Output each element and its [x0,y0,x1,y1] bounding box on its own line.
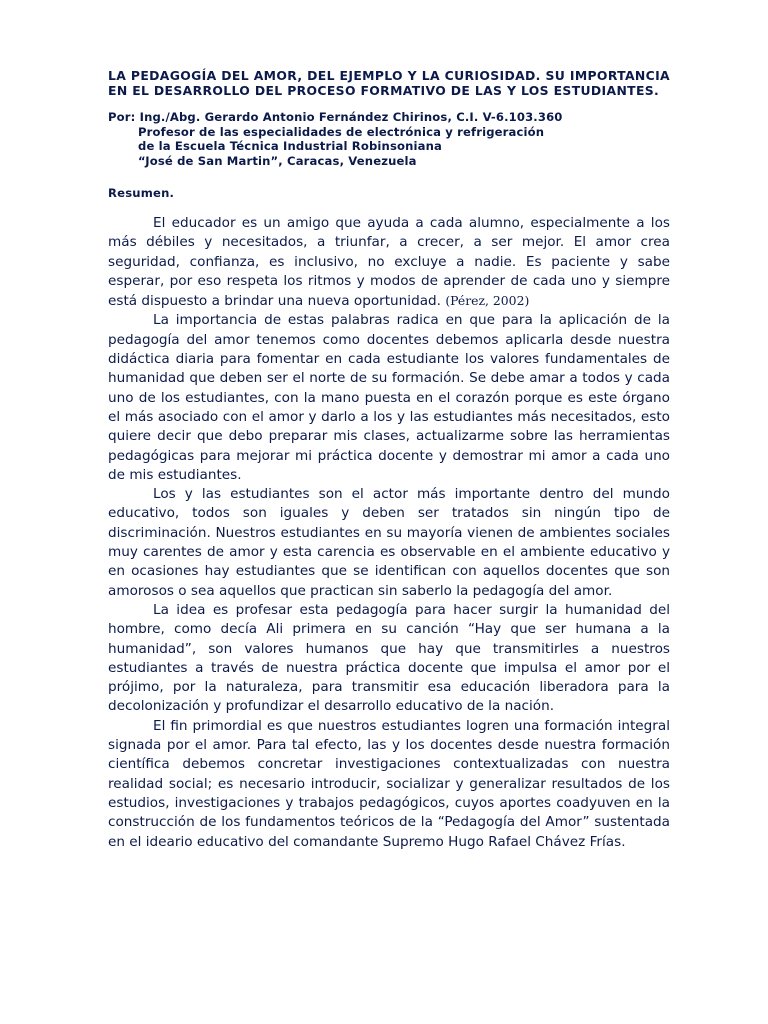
section-heading: Resumen. [108,186,175,200]
author-block [108,110,670,168]
document-body [108,68,670,852]
author-role: Profesor de las especialidades de electrónica y refrigeración [138,124,545,139]
paragraph-3: Los y las estudiantes son el actor más importante dentro del mundo educativo, todos son iguales y deben ser tratados sin ningún tipo de discriminación. Nuestros estudiantes en su mayoría vienen de ambientes sociales muy carentes de amor y esta carencia es observable en el ambiente educativo y en ocasiones hay estudiantes que se identifican con aquellos docentes que son amorosos o sea aquellos que practican sin saberlo la pedagogía del amor. [108,486,670,599]
document-title: LA PEDAGOGÍA DEL AMOR, DEL EJEMPLO Y LA CURIOSIDAD. SU IMPORTANCIA EN EL DESARROLLO DEL PROCESO FORMATIVO DE LAS Y LOS ESTUDIANTES. [108,68,670,98]
paragraph-1 [108,214,670,311]
paragraph-4: La idea es profesar esta pedagogía para hacer surgir la humanidad del hombre, como decía Ali primera en su canción “Hay que ser humana a la humanidad”, son valores humanos que hay que transmitirles a nuestros estudiantes a través de nuestra práctica docente que impulsa el amor por el prójimo, por la naturaleza, para transmitir esa educación liberadora para la decolonización y profundizar el desarrollo educativo de la nación. [108,601,670,715]
author-school: de la Escuela Técnica Industrial Robinsoniana [138,139,442,153]
author-name: Por: Ing./Abg. Gerardo Antonio Fernández Chirinos, C.I. V-6.103.360 [108,110,563,124]
citation: (Pérez, 2002) [445,293,530,309]
author-location: “José de San Martin”, Caracas, Venezuela [138,153,417,168]
paragraph-2: La importancia de estas palabras radica en que para la aplicación de la pedagogía del amor tenemos como docentes debemos aplicarla desde nuestra didáctica diaria para fomentar en cada estudiante los valores fundamentales de humanidad que deben ser el norte de su formación. Se debe amar a todos y cada uno de los estudiantes, con la mano puesta en el corazón porque es este órgano el más asociado con el amor y darlo a los y las estudiantes más necesitados, esto quiere decir que debo preparar mis clases, actualizarme sobre las herramientas pedagógicas para mejorar mi práctica docente y demostrar mi amor a cada uno de mis estudiantes. [108,312,670,483]
paragraph-5: El fin primordial es que nuestros estudiantes logren una formación integral signada por el amor. Para tal efecto, las y los docentes desde nuestra formación científica debemos concretar investigaciones contextualizadas con nuestra realidad social; es necesario introducir, socializar y generalizar resultados de los estudios, investigaciones y trabajos pedagógicos, cuyos aportes coadyuven en la construcción de los fundamentos teóricos de la “Pedagogía del Amor” sustentada en el ideario educativo del comandante Supremo Hugo Rafael Chávez Frías. [108,717,670,850]
paragraph-1-text: El educador es un amigo que ayuda a cada alumno, especialmente a los más débiles y necesitados, a triunfar, a crecer, a ser mejor. El amor crea seguridad, confianza, es inclusivo, no excluye a nadie. Es paciente y sabe esperar, por eso respeta los ritmos y modos de aprender de cada uno y siempre está dispuesto a brindar una nueva oportunidad. [108,215,670,310]
abstract-text [108,214,670,852]
